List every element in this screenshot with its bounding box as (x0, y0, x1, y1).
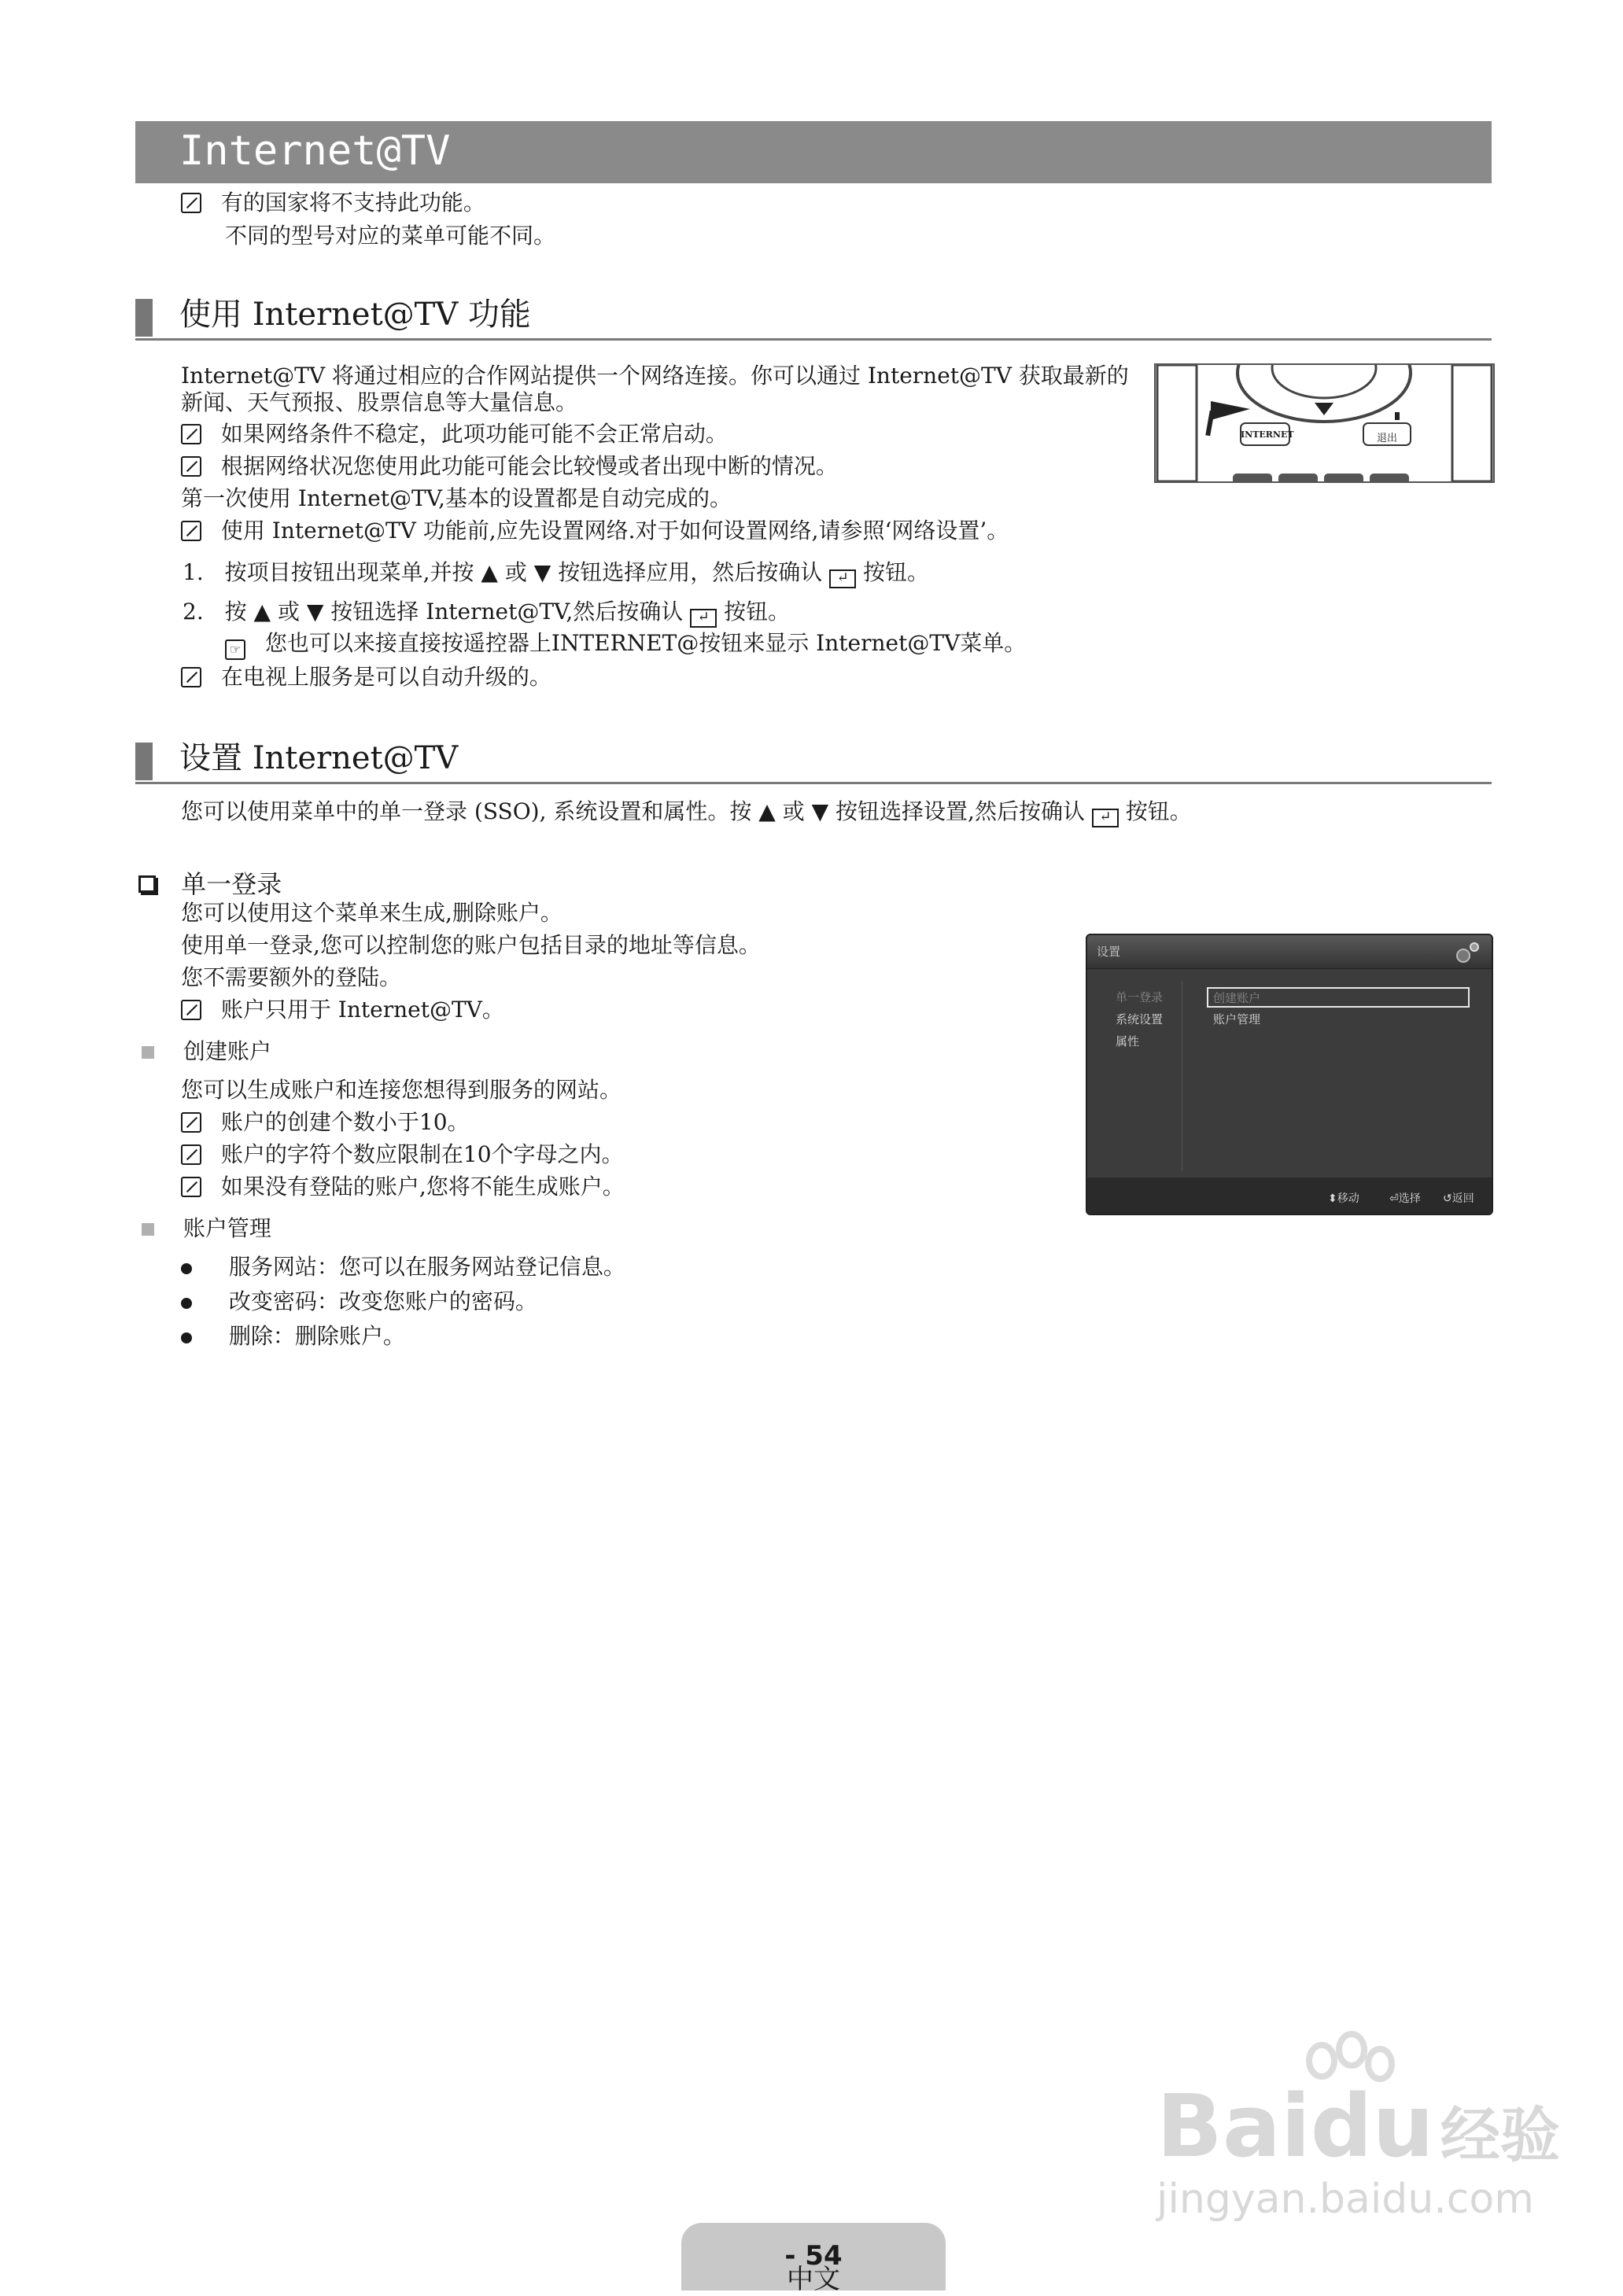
checkbox-square-icon (138, 875, 156, 893)
note-3: 使用 Internet@TV 功能前,应先设置网络.对于如何设置网络,请参照‘网络设置’。 (181, 515, 1009, 547)
page-title: Internet@TV (179, 127, 451, 175)
remote-control-image (1156, 365, 1493, 481)
section-marker (135, 299, 153, 337)
manage-item-3: 删除：删除账户。 (181, 1321, 405, 1352)
manage-heading: 账户管理 (142, 1213, 271, 1244)
create-heading: 创建账户 (142, 1036, 271, 1067)
tv-menu-left-item-properties[interactable]: 属性 (1116, 1034, 1140, 1048)
note-icon (181, 521, 201, 541)
section-heading-use: 使用 Internet@TV 功能 (135, 294, 1492, 341)
manage-item-2: 改变密码：改变您账户的密码。 (181, 1286, 537, 1318)
create-note-2: 账户的字符个数应限制在10个字母之内。 (181, 1139, 624, 1170)
step-2: 2. 按 ▲ 或 ▼ 按钮选择 Internet@TV,然后按确认 ↵ 按钮。 (183, 596, 790, 628)
remote-internet-label: INTERNET (1241, 429, 1294, 440)
sso-note: 账户只用于 Internet@TV。 (181, 994, 504, 1026)
return-icon: ↺ (1443, 1192, 1452, 1205)
enter-icon: ↵ (690, 609, 717, 628)
enter-icon: ⏎ (1389, 1192, 1399, 1205)
tip-icon: ☞ (225, 639, 245, 660)
title-bar (135, 121, 1492, 183)
tv-menu-title: 设置 (1097, 945, 1121, 959)
note-icon (181, 424, 201, 444)
para2: 第一次使用 Internet@TV,基本的设置都是自动完成的。 (181, 485, 732, 511)
enter-icon: ↵ (1092, 809, 1119, 827)
manage-item-1: 服务网站：您可以在服务网站登记信息。 (181, 1251, 625, 1283)
note-icon (181, 1144, 201, 1165)
note-icon (181, 456, 201, 477)
remote-control-illustration (1154, 363, 1495, 483)
note-icon (181, 667, 201, 687)
create-line: 您可以生成账户和连接您想得到服务的网站。 (181, 1077, 622, 1103)
grey-square-icon (142, 1223, 154, 1236)
intro-note-1: 有的国家将不支持此功能。 (181, 187, 485, 219)
page-number-tab (681, 2223, 946, 2295)
note-icon (181, 1177, 201, 1197)
intro-note-2: 不同的型号对应的菜单可能不同。 (225, 223, 556, 249)
step-1: 1. 按项目按钮出现菜单,并按 ▲ 或 ▼ 按钮选择应用，然后按确认 ↵ 按钮。 (183, 557, 929, 588)
enter-icon: ↵ (829, 569, 856, 588)
grey-square-icon (142, 1046, 154, 1059)
tv-menu-right-item-manage[interactable]: 账户管理 (1213, 1012, 1261, 1026)
note-2: 根据网络状况您使用此功能可能会比较慢或者出现中断的情况。 (181, 451, 838, 482)
remote-exit-label: 退出 (1376, 433, 1397, 444)
bullet-icon (181, 1298, 192, 1309)
tv-settings-menu (1086, 934, 1493, 1215)
bullet-icon (181, 1263, 192, 1274)
note-4: 在电视上服务是可以自动升级的。 (181, 662, 551, 693)
tv-menu-footer (1087, 1177, 1492, 1214)
tip: ☞ 您也可以来接直接按遥控器上INTERNET@按钮来显示 Internet@TV菜单。 (225, 628, 1026, 660)
tv-menu-header (1087, 935, 1492, 969)
note-icon (181, 193, 201, 213)
create-note-1: 账户的创建个数小于10。 (181, 1107, 470, 1138)
para1-line2: 新闻、天气预报、股票信息等大量信息。 (181, 389, 578, 415)
tv-menu-left-item-sso[interactable]: 单一登录 (1116, 990, 1164, 1004)
page-number: 中文 - 54 (784, 2240, 843, 2295)
tv-menu-footer-move: ⬍移动 (1328, 1192, 1359, 1205)
setup-para: 您可以使用菜单中的单一登录 (SSO), 系统设置和属性。按 ▲ 或 ▼ 按钮选择设置,然后按确认 ↵ 按钮。 (181, 796, 1192, 827)
create-note-3: 如果没有登陆的账户,您将不能生成账户。 (181, 1171, 625, 1203)
bullet-icon (181, 1332, 192, 1343)
tv-menu-footer-select: ⏎选择 (1389, 1192, 1421, 1205)
tv-menu-left-item-system[interactable]: 系统设置 (1116, 1012, 1164, 1026)
watermark-logo: Baidu 经验 (1156, 2076, 1560, 2176)
note-icon (181, 1000, 201, 1020)
note-icon (181, 1112, 201, 1133)
gear-icon (1451, 940, 1482, 964)
sso-heading: 单一登录 (138, 868, 282, 900)
section-heading-setup: 设置 Internet@TV (135, 738, 1492, 784)
tv-menu-footer-return: ↺返回 (1443, 1192, 1474, 1205)
watermark-url: jingyan.baidu.com (1156, 2176, 1534, 2223)
sso-line-2: 使用单一登录,您可以控制您的账户包括目录的地址等信息。 (181, 932, 761, 958)
para1-line1: Internet@TV 将通过相应的合作网站提供一个网络连接。你可以通过 Internet@TV 获取最新的 (181, 363, 1129, 389)
section-marker (135, 743, 153, 780)
sso-line-3: 您不需要额外的登陆。 (181, 964, 402, 990)
tv-menu-right-item-create[interactable]: 创建账户 (1213, 991, 1261, 1005)
updown-arrow-icon: ⬍ (1328, 1192, 1337, 1205)
note-1: 如果网络条件不稳定，此项功能可能不会正常启动。 (181, 418, 728, 450)
sso-line-1: 您可以使用这个菜单来生成,删除账户。 (181, 900, 563, 926)
